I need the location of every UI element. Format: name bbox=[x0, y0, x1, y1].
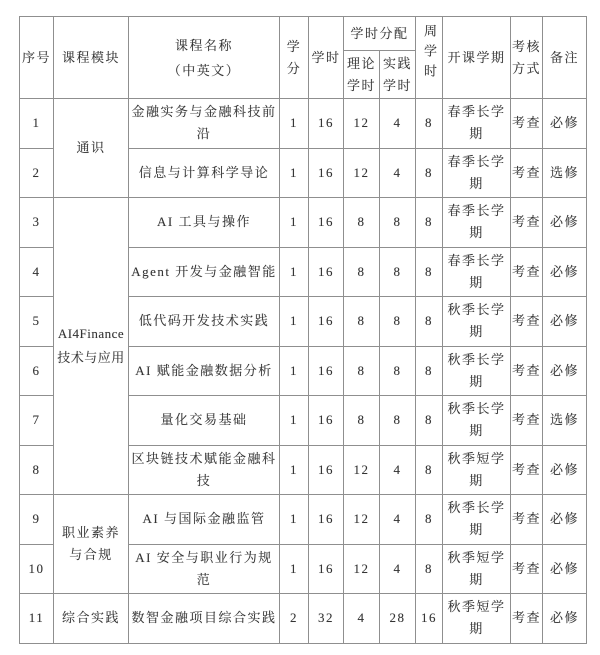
theory-hours-cell: 12 bbox=[344, 148, 380, 198]
theory-hours-cell: 8 bbox=[344, 198, 380, 248]
remark-cell: 必修 bbox=[543, 346, 587, 396]
practice-hours-cell: 4 bbox=[380, 445, 416, 495]
theory-hours-cell: 12 bbox=[344, 544, 380, 594]
header-practice-hours: 实践学时 bbox=[380, 51, 416, 99]
hours-cell: 16 bbox=[309, 495, 344, 545]
practice-hours-cell: 28 bbox=[380, 594, 416, 644]
header-module: 课程模块 bbox=[54, 17, 129, 99]
course-name-cell: 低代码开发技术实践 bbox=[129, 297, 280, 347]
credit-cell: 1 bbox=[280, 346, 309, 396]
remark-cell: 必修 bbox=[543, 297, 587, 347]
hours-cell: 16 bbox=[309, 445, 344, 495]
row-no-cell: 4 bbox=[20, 247, 54, 297]
assessment-cell: 考查 bbox=[511, 594, 543, 644]
weekly-hours-cell: 8 bbox=[416, 297, 443, 347]
remark-cell: 必修 bbox=[543, 198, 587, 248]
remark-cell: 必修 bbox=[543, 495, 587, 545]
assessment-cell: 考查 bbox=[511, 297, 543, 347]
assessment-cell: 考查 bbox=[511, 148, 543, 198]
module-ai4finance-line2: 技术与应用 bbox=[57, 350, 125, 365]
practice-hours-cell: 8 bbox=[380, 297, 416, 347]
semester-cell: 春季长学期 bbox=[443, 99, 511, 149]
table-row-11 bbox=[20, 594, 587, 644]
semester-cell: 秋季长学期 bbox=[443, 297, 511, 347]
table-row-1 bbox=[20, 99, 587, 149]
assessment-cell: 考查 bbox=[511, 198, 543, 248]
remark-cell: 必修 bbox=[543, 99, 587, 149]
semester-cell: 秋季短学期 bbox=[443, 445, 511, 495]
remark-cell: 必修 bbox=[543, 247, 587, 297]
module-cell-ai4finance bbox=[54, 198, 129, 495]
weekly-hours-cell: 8 bbox=[416, 544, 443, 594]
module-cell-general: 通识 bbox=[54, 99, 129, 198]
header-remark: 备注 bbox=[543, 17, 587, 99]
course-name-cell: 金融实务与金融科技前沿 bbox=[129, 99, 280, 149]
remark-cell: 选修 bbox=[543, 148, 587, 198]
practice-hours-cell: 4 bbox=[380, 544, 416, 594]
assessment-cell: 考查 bbox=[511, 495, 543, 545]
weekly-hours-cell: 8 bbox=[416, 445, 443, 495]
course-name-cell: AI 工具与操作 bbox=[129, 198, 280, 248]
hours-cell: 16 bbox=[309, 297, 344, 347]
row-no-cell: 2 bbox=[20, 148, 54, 198]
remark-cell: 必修 bbox=[543, 544, 587, 594]
theory-hours-cell: 12 bbox=[344, 445, 380, 495]
credit-cell: 1 bbox=[280, 198, 309, 248]
practice-hours-cell: 8 bbox=[380, 198, 416, 248]
course-plan-table-container bbox=[19, 16, 586, 644]
row-no-cell: 11 bbox=[20, 594, 54, 644]
header-assessment: 考核方式 bbox=[511, 17, 543, 99]
weekly-hours-cell: 8 bbox=[416, 198, 443, 248]
credit-cell: 1 bbox=[280, 495, 309, 545]
credit-cell: 1 bbox=[280, 396, 309, 446]
theory-hours-cell: 8 bbox=[344, 297, 380, 347]
course-name-cell: 信息与计算科学导论 bbox=[129, 148, 280, 198]
theory-hours-cell: 4 bbox=[344, 594, 380, 644]
course-name-cell: AI 与国际金融监管 bbox=[129, 495, 280, 545]
weekly-hours-cell: 8 bbox=[416, 148, 443, 198]
semester-cell: 秋季短学期 bbox=[443, 544, 511, 594]
hours-cell: 16 bbox=[309, 544, 344, 594]
header-credit: 学分 bbox=[280, 17, 309, 99]
table-body bbox=[20, 99, 587, 644]
row-no-cell: 8 bbox=[20, 445, 54, 495]
header-no: 序号 bbox=[20, 17, 54, 99]
course-name-cell: AI 安全与职业行为规范 bbox=[129, 544, 280, 594]
header-course-name-line2: （中英文） bbox=[167, 62, 241, 78]
hours-cell: 16 bbox=[309, 198, 344, 248]
assessment-cell: 考查 bbox=[511, 247, 543, 297]
row-no-cell: 3 bbox=[20, 198, 54, 248]
row-no-cell: 7 bbox=[20, 396, 54, 446]
semester-cell: 春季长学期 bbox=[443, 148, 511, 198]
row-no-cell: 1 bbox=[20, 99, 54, 149]
credit-cell: 1 bbox=[280, 148, 309, 198]
weekly-hours-cell: 16 bbox=[416, 594, 443, 644]
course-plan-table bbox=[19, 16, 587, 644]
semester-cell: 春季长学期 bbox=[443, 198, 511, 248]
credit-cell: 1 bbox=[280, 247, 309, 297]
theory-hours-cell: 12 bbox=[344, 495, 380, 545]
practice-hours-cell: 8 bbox=[380, 346, 416, 396]
assessment-cell: 考查 bbox=[511, 445, 543, 495]
course-name-cell: 量化交易基础 bbox=[129, 396, 280, 446]
table-header bbox=[20, 17, 587, 99]
assessment-cell: 考查 bbox=[511, 346, 543, 396]
row-no-cell: 6 bbox=[20, 346, 54, 396]
header-semester: 开课学期 bbox=[443, 17, 511, 99]
hours-cell: 16 bbox=[309, 99, 344, 149]
assessment-cell: 考查 bbox=[511, 99, 543, 149]
theory-hours-cell: 8 bbox=[344, 346, 380, 396]
semester-cell: 春季长学期 bbox=[443, 247, 511, 297]
credit-cell: 2 bbox=[280, 594, 309, 644]
weekly-hours-cell: 8 bbox=[416, 346, 443, 396]
semester-cell: 秋季短学期 bbox=[443, 594, 511, 644]
practice-hours-cell: 8 bbox=[380, 247, 416, 297]
row-no-cell: 10 bbox=[20, 544, 54, 594]
module-cell-professional: 职业素养与合规 bbox=[54, 495, 129, 594]
row-no-cell: 9 bbox=[20, 495, 54, 545]
course-name-cell: 数智金融项目综合实践 bbox=[129, 594, 280, 644]
weekly-hours-cell: 8 bbox=[416, 396, 443, 446]
theory-hours-cell: 8 bbox=[344, 396, 380, 446]
course-name-cell: AI 赋能金融数据分析 bbox=[129, 346, 280, 396]
header-theory-hours: 理论学时 bbox=[344, 51, 380, 99]
header-course-name bbox=[129, 17, 280, 99]
semester-cell: 秋季长学期 bbox=[443, 396, 511, 446]
practice-hours-cell: 4 bbox=[380, 148, 416, 198]
header-hour-allocation-group: 学时分配 bbox=[344, 17, 416, 51]
semester-cell: 秋季长学期 bbox=[443, 495, 511, 545]
table-row-9 bbox=[20, 495, 587, 545]
module-cell-practice: 综合实践 bbox=[54, 594, 129, 644]
hours-cell: 16 bbox=[309, 247, 344, 297]
hours-cell: 16 bbox=[309, 148, 344, 198]
module-ai4finance-line1: AI4Finance bbox=[57, 326, 125, 341]
hours-cell: 16 bbox=[309, 346, 344, 396]
practice-hours-cell: 4 bbox=[380, 99, 416, 149]
header-weekly-hours-text: 周学时 bbox=[422, 24, 438, 84]
table-row-3 bbox=[20, 198, 587, 248]
header-course-name-line1: 课程名称 bbox=[174, 37, 233, 53]
hours-cell: 16 bbox=[309, 396, 344, 446]
hours-cell: 32 bbox=[309, 594, 344, 644]
header-hours: 学时 bbox=[309, 17, 344, 99]
weekly-hours-cell: 8 bbox=[416, 99, 443, 149]
course-name-cell: 区块链技术赋能金融科技 bbox=[129, 445, 280, 495]
remark-cell: 必修 bbox=[543, 445, 587, 495]
remark-cell: 必修 bbox=[543, 594, 587, 644]
theory-hours-cell: 12 bbox=[344, 99, 380, 149]
row-no-cell: 5 bbox=[20, 297, 54, 347]
assessment-cell: 考查 bbox=[511, 544, 543, 594]
credit-cell: 1 bbox=[280, 544, 309, 594]
header-weekly-hours bbox=[416, 17, 443, 99]
remark-cell: 选修 bbox=[543, 396, 587, 446]
course-name-cell: Agent 开发与金融智能 bbox=[129, 247, 280, 297]
credit-cell: 1 bbox=[280, 99, 309, 149]
weekly-hours-cell: 8 bbox=[416, 495, 443, 545]
weekly-hours-cell: 8 bbox=[416, 247, 443, 297]
assessment-cell: 考查 bbox=[511, 396, 543, 446]
credit-cell: 1 bbox=[280, 297, 309, 347]
practice-hours-cell: 4 bbox=[380, 495, 416, 545]
credit-cell: 1 bbox=[280, 445, 309, 495]
semester-cell: 秋季长学期 bbox=[443, 346, 511, 396]
theory-hours-cell: 8 bbox=[344, 247, 380, 297]
practice-hours-cell: 8 bbox=[380, 396, 416, 446]
